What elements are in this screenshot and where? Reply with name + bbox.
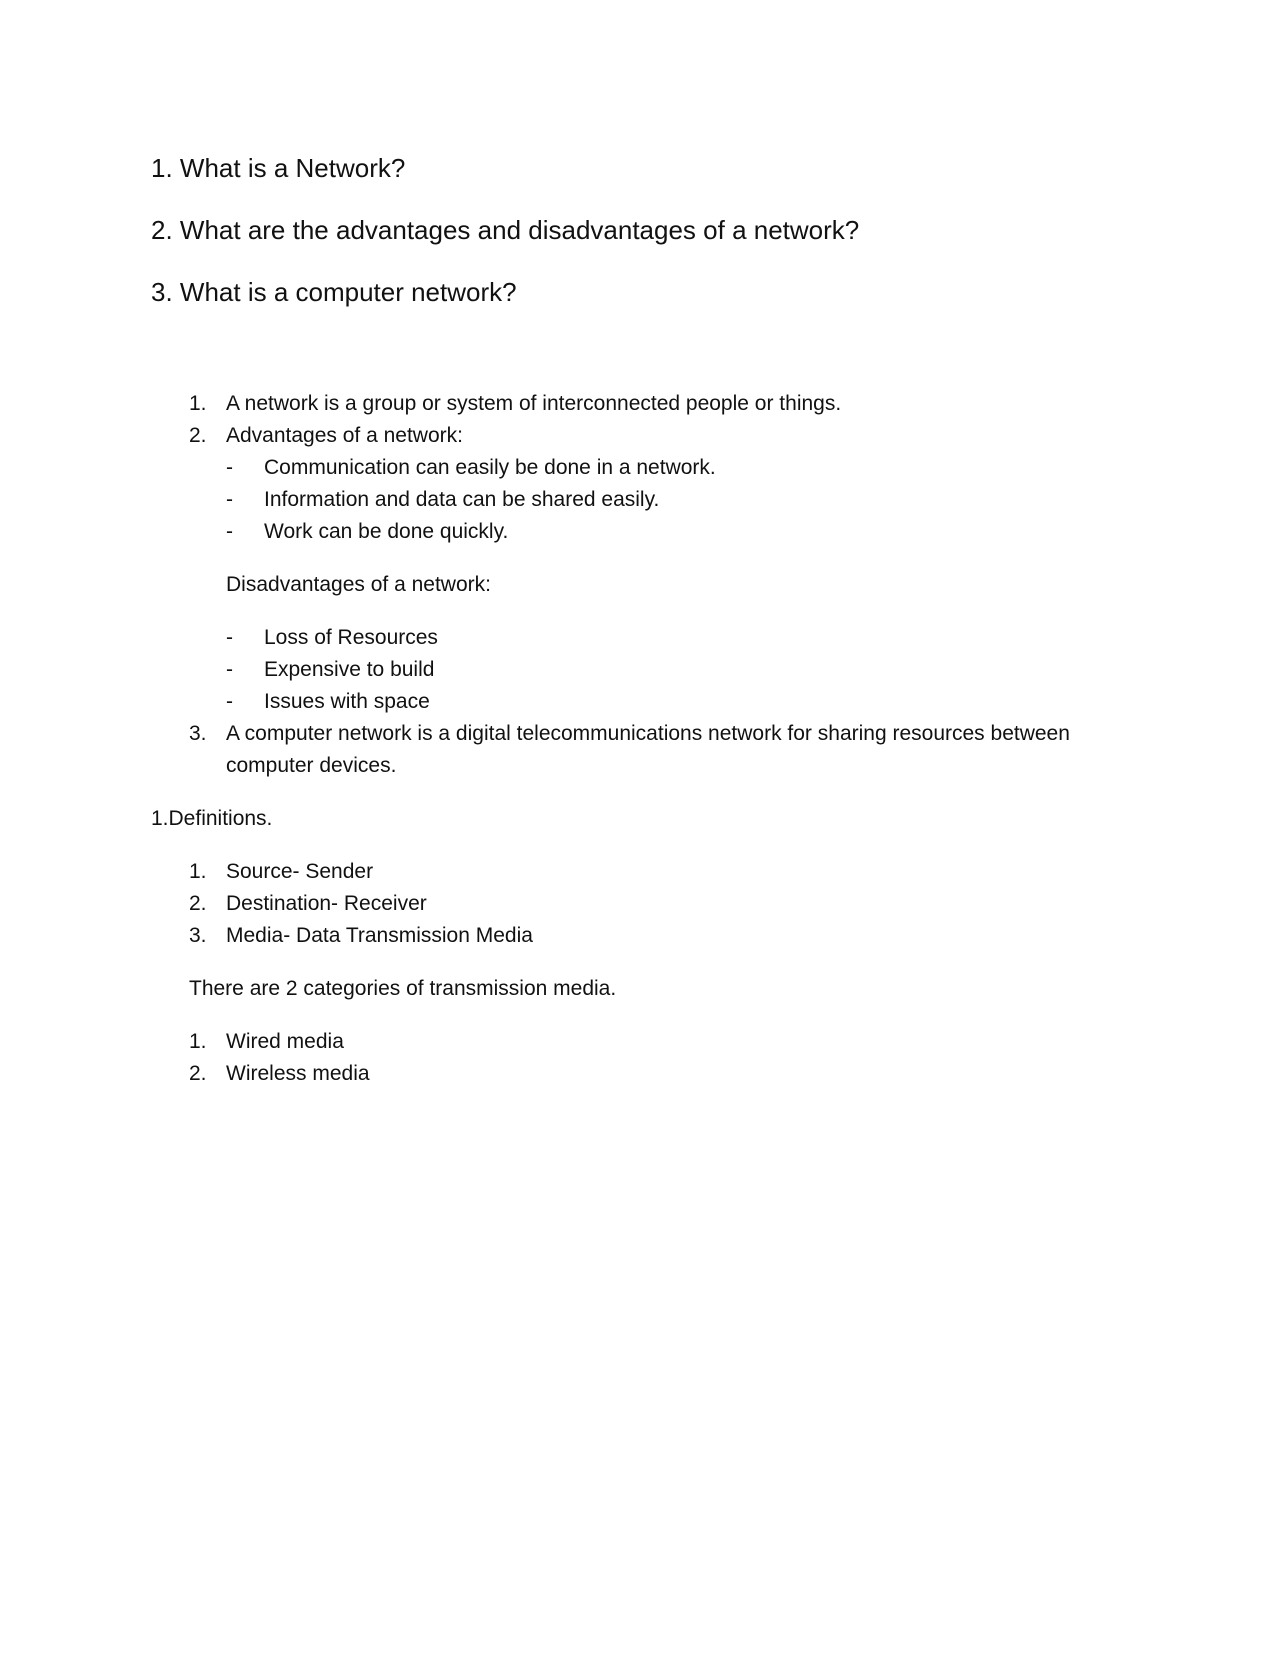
advantages-heading: Advantages of a network:	[226, 424, 463, 447]
answer-1-number: 1.	[189, 392, 207, 415]
answer-3-number: 3.	[189, 722, 207, 745]
disadvantage-item: Expensive to build	[264, 658, 435, 681]
categories-text: There are 2 categories of transmission media.	[189, 977, 617, 1000]
question-1: 1. What is a Network?	[151, 153, 406, 183]
answer-3-text-line-1: A computer network is a digital telecommunications network for sharing resources between	[226, 722, 1070, 745]
answer-2-number: 2.	[189, 424, 207, 447]
definition-number: 1.	[189, 860, 207, 883]
bullet-dash: -	[226, 658, 233, 681]
disadvantages-heading: Disadvantages of a network:	[226, 573, 491, 596]
definition-item: Media- Data Transmission Media	[226, 924, 533, 947]
definition-item: Destination- Receiver	[226, 892, 427, 915]
bullet-dash: -	[226, 626, 233, 649]
definition-number: 2.	[189, 892, 207, 915]
answer-1-text: A network is a group or system of interconnected people or things.	[226, 392, 842, 415]
media-item: Wireless media	[226, 1062, 370, 1085]
definition-number: 3.	[189, 924, 207, 947]
media-number: 1.	[189, 1030, 207, 1053]
advantage-item: Communication can easily be done in a network.	[264, 456, 716, 479]
bullet-dash: -	[226, 456, 233, 479]
advantage-item: Work can be done quickly.	[264, 520, 509, 543]
bullet-dash: -	[226, 488, 233, 511]
media-number: 2.	[189, 1062, 207, 1085]
definition-item: Source- Sender	[226, 860, 374, 883]
advantage-item: Information and data can be shared easily.	[264, 488, 660, 511]
bullet-dash: -	[226, 690, 233, 713]
question-3: 3. What is a computer network?	[151, 277, 517, 307]
answer-3-text-line-2: computer devices.	[226, 754, 397, 777]
media-item: Wired media	[226, 1030, 344, 1053]
bullet-dash: -	[226, 520, 233, 543]
question-2: 2. What are the advantages and disadvantages of a network?	[151, 215, 860, 245]
disadvantage-item: Issues with space	[264, 690, 430, 713]
definitions-heading: 1.Definitions.	[151, 807, 273, 830]
disadvantage-item: Loss of Resources	[264, 626, 438, 649]
